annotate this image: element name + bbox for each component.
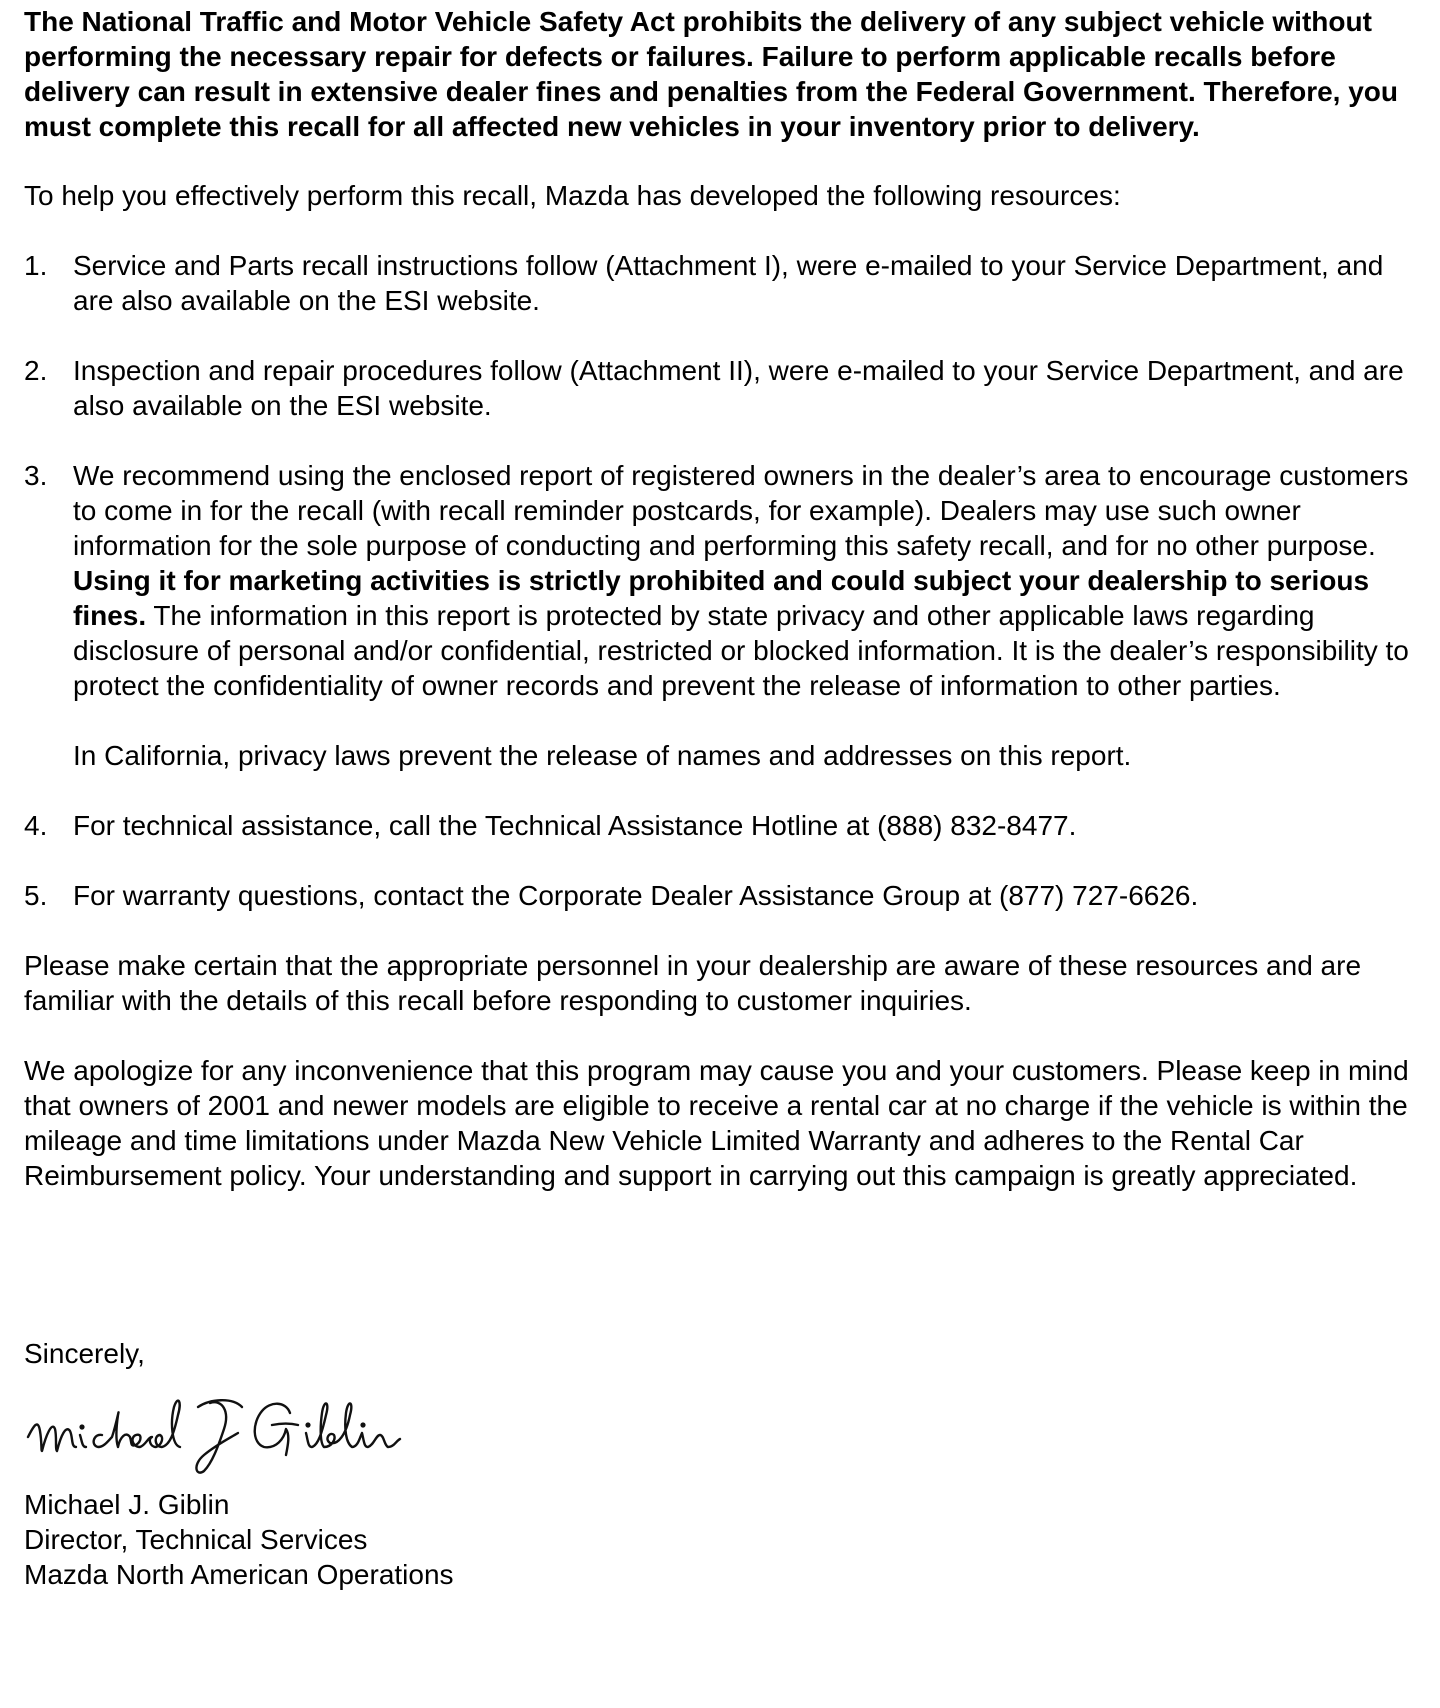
letter-body [24,4,1414,1592]
list-number: 3. [24,460,48,491]
resources-list [24,248,1414,913]
signer-organization: Mazda North American Operations [24,1559,454,1590]
resources-lead: To help you effectively perform this recall, Mazda has developed the following resources: [24,180,1121,211]
list-item-text [73,458,1414,703]
list-number: 1. [24,250,48,281]
signature-block [24,1487,1414,1592]
list-item [24,808,1414,843]
personnel-paragraph: Please make certain that the appropriate personnel in your dealership are aware of these resources and are familiar with the details of this recall before responding to customer inquiries. [24,950,1362,1016]
list-number: 2. [24,355,48,386]
list-number: 4. [24,810,48,841]
list-item [24,353,1414,423]
list-item-text: For warranty questions, contact the Corporate Dealer Assistance Group at (877) 727-6626. [73,880,1199,911]
handwritten-signature [24,1385,524,1475]
apology-paragraph: We apologize for any inconvenience that this program may cause you and your customers. Please keep in mind that owners of 2001 and newer models are eligible to receive a rental car at no charge if the vehicle is within the mileage and time limitations under Mazda New Vehicle Limited Warranty and adheres to the Rental Car Reimbursement policy. Your understanding and support in carrying out this campaign is greatly appreciated. [24,1055,1409,1191]
signer-name: Michael J. Giblin [24,1489,230,1520]
privacy-text: The information in this report is protected by state privacy and other applicable laws regarding disclosure of personal and/or confidential, restricted or blocked information. It is the dealer’s responsibility to protect the confidentiality of owner records and prevent the release of information to other parties. [73,600,1409,701]
list-item [24,878,1414,913]
list-item [24,458,1414,773]
list-item-text: For technical assistance, call the Technical Assistance Hotline at (888) 832-8477. [73,810,1077,841]
california-privacy-note: In California, privacy laws prevent the release of names and addresses on this report. [73,740,1132,771]
owner-report-text: We recommend using the enclosed report of registered owners in the dealer’s area to encourage customers to come in for the recall (with recall reminder postcards, for example). Dealers may use such owner information for the sole purpose of conducting and performing this safety recall, and for no other purpose. [73,460,1409,561]
signer-title: Director, Technical Services [24,1524,368,1555]
list-item-text: Service and Parts recall instructions follow (Attachment I), were e-mailed to your Service Department, and are also available on the ESI website. [73,250,1384,316]
safety-act-notice: The National Traffic and Motor Vehicle Safety Act prohibits the delivery of any subject vehicle without performing the necessary repair for defects or failures. Failure to perform applicable recalls before delivery can result in extensive dealer fines and penalties from the Federal Government. Therefore, you must complete this recall for all affected new vehicles in your inventory prior to delivery. [24,6,1399,142]
list-item-text: Inspection and repair procedures follow (Attachment II), were e-mailed to your Service Department, and are also available on the ESI website. [73,355,1404,421]
list-item [24,248,1414,318]
marketing-prohibition-warning: Using it for marketing activities is strictly prohibited and could subject your dealership to serious fines. [73,565,1370,631]
list-number: 5. [24,880,48,911]
closing: Sincerely, [24,1338,145,1369]
